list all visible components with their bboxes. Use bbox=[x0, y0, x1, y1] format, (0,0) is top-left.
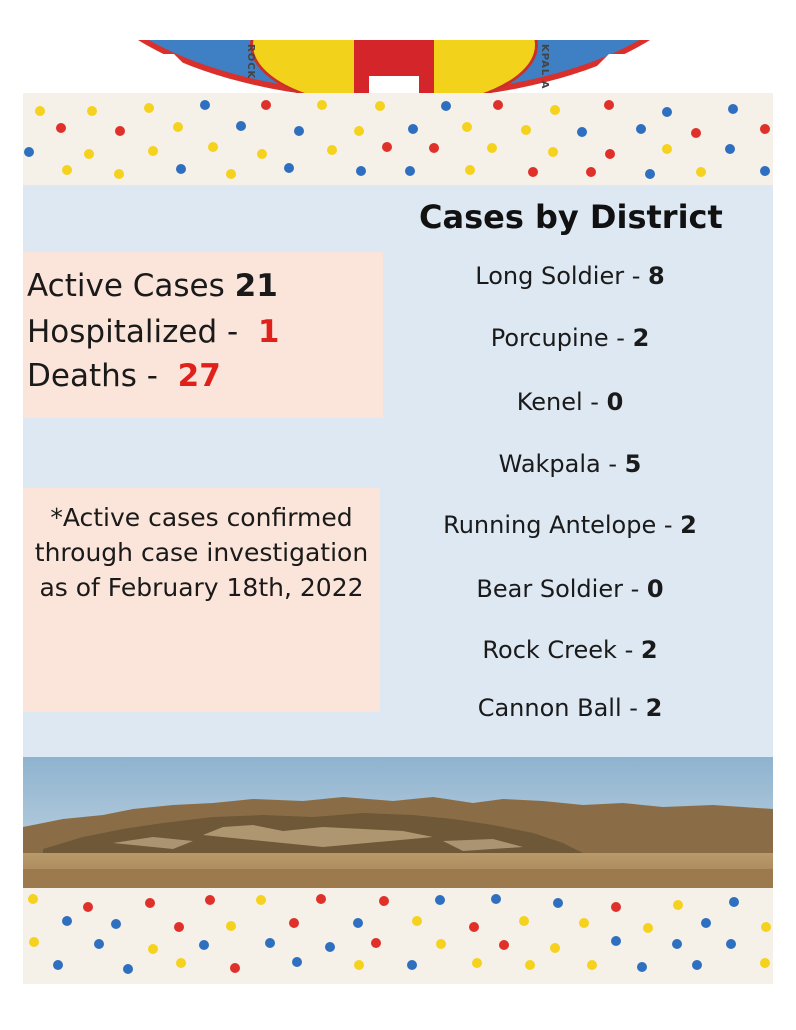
confetti-dot bbox=[491, 894, 501, 904]
confetti-dot bbox=[199, 940, 209, 950]
confetti-dot bbox=[292, 957, 302, 967]
confetti-dot bbox=[637, 962, 647, 972]
confetti-dot bbox=[469, 922, 479, 932]
confetti-dot bbox=[611, 936, 621, 946]
confetti-dot bbox=[375, 101, 385, 111]
confetti-dot bbox=[553, 898, 563, 908]
confetti-dot bbox=[577, 127, 587, 137]
district-value: 2 bbox=[640, 636, 658, 664]
district-item bbox=[410, 450, 730, 478]
active-cases-value: 21 bbox=[234, 268, 278, 304]
confetti-band-top bbox=[23, 93, 773, 185]
confetti-dot bbox=[317, 100, 327, 110]
confetti-dot bbox=[405, 166, 415, 176]
confetti-dot bbox=[435, 895, 445, 905]
confetti-dot bbox=[605, 149, 615, 159]
district-item bbox=[410, 262, 730, 290]
district-name: Cannon Ball - bbox=[477, 694, 638, 722]
confetti-dot bbox=[226, 169, 236, 179]
confetti-dot bbox=[148, 944, 158, 954]
active-cases-label: Active Cases bbox=[27, 268, 225, 304]
confetti-dot bbox=[176, 958, 186, 968]
district-name: Wakpala - bbox=[498, 450, 618, 478]
confetti-dot bbox=[265, 938, 275, 948]
confetti-dot bbox=[62, 165, 72, 175]
district-value: 5 bbox=[624, 450, 642, 478]
confetti-dot bbox=[53, 960, 63, 970]
confetti-dot bbox=[382, 142, 392, 152]
confetti-dot bbox=[550, 943, 560, 953]
confetti-dot bbox=[148, 146, 158, 156]
confetti-dot bbox=[725, 144, 735, 154]
confetti-dot bbox=[226, 921, 236, 931]
confetti-dot bbox=[200, 100, 210, 110]
confetti-dot bbox=[499, 940, 509, 950]
confetti-dot bbox=[354, 960, 364, 970]
confetti-dot bbox=[643, 923, 653, 933]
district-item bbox=[410, 388, 730, 416]
confetti-dot bbox=[412, 916, 422, 926]
confetti-dot bbox=[289, 918, 299, 928]
confetti-dot bbox=[408, 124, 418, 134]
hospitalized-label: Hospitalized - bbox=[27, 314, 239, 350]
confetti-dot bbox=[379, 896, 389, 906]
confetti-dot bbox=[611, 902, 621, 912]
confetti-dot bbox=[261, 100, 271, 110]
confetti-dot bbox=[176, 164, 186, 174]
district-title: Cases by District bbox=[419, 198, 723, 236]
confetti-dot bbox=[371, 938, 381, 948]
landscape-photo bbox=[23, 757, 773, 888]
confetti-dot bbox=[548, 147, 558, 157]
confetti-dot bbox=[662, 144, 672, 154]
confetti-dot bbox=[256, 895, 266, 905]
confetti-dot bbox=[528, 167, 538, 177]
confetti-dot bbox=[29, 937, 39, 947]
confetti-dot bbox=[729, 897, 739, 907]
chevron-arrows-icon bbox=[594, 44, 704, 94]
confetti-dot bbox=[28, 894, 38, 904]
confetti-dot bbox=[673, 900, 683, 910]
confetti-dot bbox=[114, 169, 124, 179]
district-name: Bear Soldier - bbox=[476, 575, 640, 603]
confetti-dot bbox=[62, 916, 72, 926]
confetti-dot bbox=[465, 165, 475, 175]
confetti-dot bbox=[760, 124, 770, 134]
confetti-dot bbox=[284, 163, 294, 173]
confetti-dot bbox=[83, 902, 93, 912]
confetti-dot bbox=[429, 143, 439, 153]
note-box bbox=[23, 488, 380, 712]
confetti-dot bbox=[111, 919, 121, 929]
seal-text-right: KPAL A bbox=[539, 44, 550, 90]
confetti-dot bbox=[205, 895, 215, 905]
confetti-dot bbox=[550, 105, 560, 115]
district-item bbox=[410, 694, 730, 722]
confetti-dot bbox=[84, 149, 94, 159]
district-name: Porcupine - bbox=[490, 324, 625, 352]
confetti-dot bbox=[604, 100, 614, 110]
confetti-dot bbox=[726, 939, 736, 949]
confetti-dot bbox=[691, 128, 701, 138]
confetti-dot bbox=[672, 939, 682, 949]
district-value: 2 bbox=[680, 511, 697, 539]
district-value: 2 bbox=[645, 694, 663, 722]
confetti-dot bbox=[645, 169, 655, 179]
confetti-dot bbox=[123, 964, 133, 974]
confetti-dot bbox=[472, 958, 482, 968]
confetti-dot bbox=[94, 939, 104, 949]
tribal-seal-logo bbox=[74, 40, 714, 94]
confetti-dot bbox=[173, 122, 183, 132]
confetti-dot bbox=[728, 104, 738, 114]
confetti-dot bbox=[487, 143, 497, 153]
confetti-dot bbox=[587, 960, 597, 970]
confetti-dot bbox=[493, 100, 503, 110]
active-cases-line bbox=[27, 268, 278, 304]
confetti-dot bbox=[525, 960, 535, 970]
confetti-dot bbox=[760, 958, 770, 968]
deaths-value: 27 bbox=[177, 358, 221, 394]
confetti-dot bbox=[436, 939, 446, 949]
confetti-dot bbox=[174, 922, 184, 932]
confetti-dot bbox=[407, 960, 417, 970]
confetti-dot bbox=[696, 167, 706, 177]
confetti-dot bbox=[257, 149, 267, 159]
confetti-dot bbox=[87, 106, 97, 116]
district-value: 0 bbox=[606, 388, 624, 416]
district-value: 0 bbox=[646, 575, 664, 603]
confetti-dot bbox=[316, 894, 326, 904]
chevron-arrows-icon bbox=[114, 44, 224, 94]
confetti-dot bbox=[294, 126, 304, 136]
confetti-dot bbox=[56, 123, 66, 133]
confetti-dot bbox=[354, 126, 364, 136]
confetti-dot bbox=[701, 918, 711, 928]
confetti-dot bbox=[519, 916, 529, 926]
confetti-dot bbox=[521, 125, 531, 135]
confetti-dot bbox=[115, 126, 125, 136]
district-name: Rock Creek - bbox=[482, 636, 634, 664]
confetti-dot bbox=[761, 922, 771, 932]
district-item bbox=[410, 575, 730, 603]
district-name: Kenel - bbox=[516, 388, 599, 416]
confetti-dot bbox=[327, 145, 337, 155]
confetti-dot bbox=[441, 101, 451, 111]
confetti-dot bbox=[145, 898, 155, 908]
confetti-dot bbox=[353, 918, 363, 928]
district-item bbox=[410, 636, 730, 664]
confetti-dot bbox=[144, 103, 154, 113]
confetti-dot bbox=[662, 107, 672, 117]
district-name: Long Soldier - bbox=[475, 262, 641, 290]
confetti-band-bottom bbox=[23, 888, 773, 984]
district-name: Running Antelope - bbox=[443, 511, 673, 539]
seal-center-window bbox=[369, 76, 419, 94]
confetti-dot bbox=[692, 960, 702, 970]
stats-box bbox=[23, 252, 383, 418]
confetti-dot bbox=[230, 963, 240, 973]
district-item bbox=[410, 511, 730, 539]
confetti-dot bbox=[236, 121, 246, 131]
confetti-dot bbox=[24, 147, 34, 157]
confetti-dot bbox=[356, 166, 366, 176]
confetti-dot bbox=[636, 124, 646, 134]
hospitalized-value: 1 bbox=[257, 314, 280, 350]
district-value: 8 bbox=[648, 262, 665, 290]
deaths-label: Deaths - bbox=[27, 358, 158, 394]
confetti-dot bbox=[325, 942, 335, 952]
confetti-dot bbox=[208, 142, 218, 152]
confetti-dot bbox=[579, 918, 589, 928]
confetti-dot bbox=[760, 166, 770, 176]
confetti-dot bbox=[462, 122, 472, 132]
seal-text-left: ROCK bbox=[245, 44, 256, 80]
deaths-line bbox=[27, 358, 221, 394]
hospitalized-line bbox=[27, 314, 279, 350]
district-value: 2 bbox=[632, 324, 650, 352]
confetti-dot bbox=[35, 106, 45, 116]
note-text: *Active cases confirmed through case investigation as of February 18th, 2022 bbox=[34, 503, 369, 602]
confetti-dot bbox=[586, 167, 596, 177]
district-item bbox=[410, 324, 730, 352]
